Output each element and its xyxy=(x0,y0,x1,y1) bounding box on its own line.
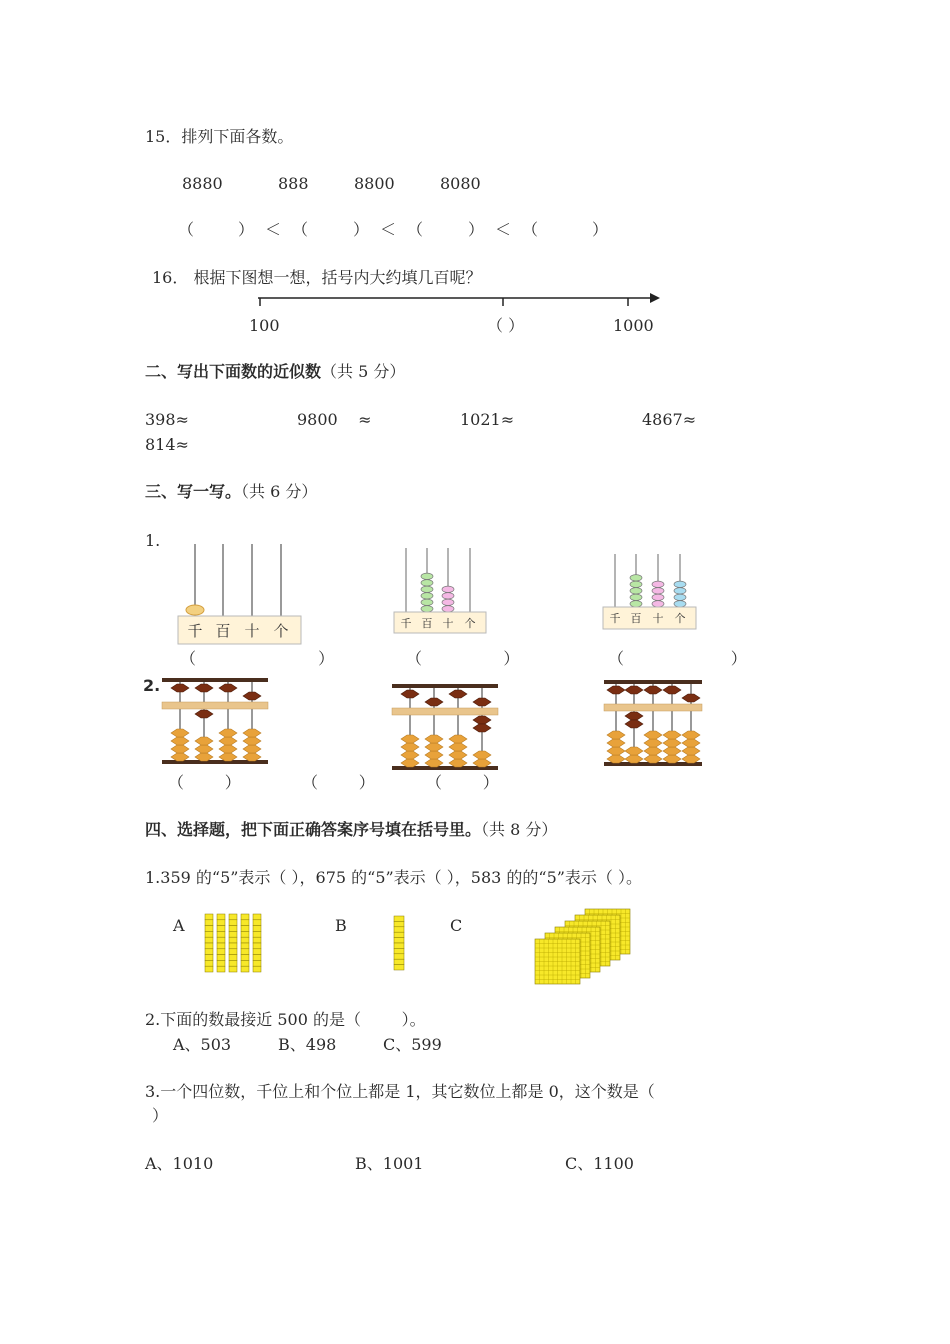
q15-number-4: 8080 xyxy=(440,174,481,193)
abacus-bead xyxy=(644,747,662,755)
abacus-bead xyxy=(473,759,491,767)
abacus-bead xyxy=(449,690,467,698)
bead xyxy=(630,601,642,607)
abacus-bead xyxy=(625,712,643,720)
abacus-bead xyxy=(243,753,261,761)
abacus-bead xyxy=(243,729,261,737)
q2-option-c[interactable]: C、599 xyxy=(383,1035,442,1054)
section4-points: （共 8 分） xyxy=(481,820,558,839)
abacus-bead xyxy=(449,743,467,751)
abacus-bead xyxy=(449,759,467,767)
bead xyxy=(442,606,454,612)
abacus-bead xyxy=(682,739,700,747)
bead xyxy=(421,586,433,592)
q16-title: 16． 根据下图想一想，括号内大约填几百呢？ xyxy=(152,268,482,287)
abacus-bead xyxy=(607,686,625,694)
abacus-1 xyxy=(162,676,270,766)
bead xyxy=(652,581,664,587)
abacus-bead xyxy=(625,747,643,755)
section2-heading-text: 二、写出下面数的近似数 xyxy=(145,362,322,381)
q15-number-1: 8880 xyxy=(182,174,223,193)
answer-blank[interactable]: （ ） xyxy=(302,773,375,792)
abacus-bead xyxy=(243,692,261,700)
section2-points: （共 5 分） xyxy=(321,362,406,381)
abacus-bead xyxy=(625,720,643,728)
approx-item-3[interactable]: 1021≈ xyxy=(460,410,515,429)
bead xyxy=(674,601,686,607)
abacus-bead xyxy=(401,743,419,751)
bead xyxy=(186,605,204,615)
bead xyxy=(630,581,642,587)
answer-blank[interactable]: （ ） xyxy=(168,773,241,792)
abacus-bead xyxy=(663,731,681,739)
abacus-bead xyxy=(219,753,237,761)
section2-heading xyxy=(145,362,405,382)
place-label: 十 xyxy=(652,612,664,625)
abacus-bead xyxy=(473,751,491,759)
abacus-bead xyxy=(663,686,681,694)
q2-option-a[interactable]: A、503 xyxy=(173,1035,232,1054)
number-line-arrow xyxy=(650,293,660,303)
place-label: 百 xyxy=(215,622,231,640)
counter-abacus-3 xyxy=(600,552,700,637)
number-line-blank[interactable]: （ ） xyxy=(487,316,525,335)
abacus-bead xyxy=(644,686,662,694)
abacus-bead xyxy=(625,755,643,763)
place-label: 个 xyxy=(273,622,289,640)
section4-heading xyxy=(145,820,557,840)
paren-close[interactable]: ） xyxy=(468,220,485,239)
abacus-bead xyxy=(425,698,443,706)
paren-open: （ xyxy=(178,220,195,239)
bead xyxy=(442,599,454,605)
bead xyxy=(421,573,433,579)
option-a-label: A xyxy=(173,916,185,935)
abacus-bead xyxy=(171,684,189,692)
q15-number-3: 8800 xyxy=(354,174,395,193)
single-rod-figure xyxy=(390,914,410,972)
q15-title: 15．排列下面各数。 xyxy=(145,127,294,146)
bead xyxy=(674,588,686,594)
place-label: 个 xyxy=(674,612,686,625)
section3-points: （共 6 分） xyxy=(241,482,318,501)
paren-close[interactable]: ） xyxy=(353,220,370,239)
bead xyxy=(674,594,686,600)
paren-close[interactable]: ） xyxy=(238,220,255,239)
abacus-bead xyxy=(171,753,189,761)
place-label: 十 xyxy=(442,617,454,630)
paren-open: （ xyxy=(407,220,424,239)
q3-option-b[interactable]: B、1001 xyxy=(355,1154,424,1173)
abacus-bead xyxy=(682,747,700,755)
abacus-bead xyxy=(473,698,491,706)
approx-item-2[interactable]: 9800 ≈ xyxy=(297,410,372,429)
abacus-bead xyxy=(195,753,213,761)
place-label: 千 xyxy=(609,612,621,625)
less-than-sign: ＜ xyxy=(265,220,282,239)
abacus-bead xyxy=(195,710,213,718)
abacus-bead xyxy=(171,729,189,737)
number-line-label-end: 1000 xyxy=(613,316,654,335)
q2-option-b[interactable]: B、498 xyxy=(278,1035,337,1054)
abacus-bead xyxy=(663,747,681,755)
abacus-bead xyxy=(195,745,213,753)
abacus-bead xyxy=(401,759,419,767)
option-c-label: C xyxy=(450,916,463,935)
q3-option-c[interactable]: C、1100 xyxy=(565,1154,634,1173)
abacus-bead xyxy=(682,755,700,763)
place-label: 千 xyxy=(400,617,412,630)
number-line xyxy=(250,288,670,312)
section4-q2: 2.下面的数最接近 500 的是（ ）。 xyxy=(145,1010,426,1029)
abacus-bead xyxy=(682,731,700,739)
abacus-bead xyxy=(473,724,491,732)
abacus-bead xyxy=(644,731,662,739)
bead xyxy=(652,601,664,607)
bead xyxy=(442,586,454,592)
bead xyxy=(652,588,664,594)
bead xyxy=(630,588,642,594)
abacus-bead xyxy=(449,735,467,743)
less-than-sign: ＜ xyxy=(380,220,397,239)
approx-item-4[interactable]: 4867≈ xyxy=(642,410,697,429)
number-line-label-start: 100 xyxy=(249,316,280,335)
bead xyxy=(630,575,642,581)
answer-blank[interactable]: （ ） xyxy=(608,649,747,668)
abacus-bead xyxy=(195,737,213,745)
less-than-sign: ＜ xyxy=(495,220,512,239)
abacus-bead xyxy=(607,755,625,763)
bead xyxy=(421,580,433,586)
paren-close[interactable]: ） xyxy=(592,220,609,239)
section4-q3-line2[interactable]: ） xyxy=(152,1106,169,1125)
abacus-bead xyxy=(663,739,681,747)
place-label: 个 xyxy=(464,617,476,630)
bead xyxy=(652,594,664,600)
section4-heading-text: 四、选择题，把下面正确答案序号填在括号里。 xyxy=(145,820,482,839)
abacus-bead xyxy=(625,686,643,694)
abacus-bead xyxy=(219,729,237,737)
bead xyxy=(630,594,642,600)
abacus-bead xyxy=(449,751,467,759)
abacus-bead xyxy=(644,755,662,763)
abacus-bead xyxy=(425,759,443,767)
answer-blank[interactable]: （ ） xyxy=(406,649,520,668)
place-label: 千 xyxy=(187,622,203,640)
section3-heading-text: 三、写一写。 xyxy=(145,482,242,501)
abacus-bead xyxy=(401,690,419,698)
abacus-bead xyxy=(607,739,625,747)
abacus-bead xyxy=(425,751,443,759)
abacus-2 xyxy=(392,682,500,772)
approx-item-1[interactable]: 398≈ xyxy=(145,410,189,429)
abacus-bead xyxy=(401,751,419,759)
bead xyxy=(421,606,433,612)
abacus-bead xyxy=(219,684,237,692)
section3-part1-label: 1. xyxy=(145,531,161,550)
abacus-bead xyxy=(243,745,261,753)
abacus-bead xyxy=(171,737,189,745)
tens-rods-figure xyxy=(203,912,273,974)
bead xyxy=(442,593,454,599)
abacus-bead xyxy=(425,743,443,751)
abacus-bead xyxy=(243,737,261,745)
counter-abacus-2 xyxy=(392,546,492,636)
abacus-bead xyxy=(401,735,419,743)
answer-blank[interactable]: （ ） xyxy=(180,649,335,668)
abacus-bead xyxy=(682,694,700,702)
hundred-flats-figure xyxy=(535,905,635,985)
place-label: 百 xyxy=(421,617,433,630)
section3-heading xyxy=(145,482,317,502)
place-label: 百 xyxy=(630,612,642,625)
abacus-bead xyxy=(607,731,625,739)
abacus-3 xyxy=(604,678,704,768)
counter-abacus-1 xyxy=(175,542,305,647)
abacus-bead xyxy=(663,755,681,763)
answer-blank[interactable]: （ ） xyxy=(426,773,499,792)
paren-open: （ xyxy=(292,220,309,239)
section4-q3-line1: 3.一个四位数，千位上和个位上都是 1，其它数位上都是 0，这个数是（ xyxy=(145,1082,655,1101)
bead xyxy=(421,593,433,599)
q3-option-a[interactable]: A、1010 xyxy=(145,1154,214,1173)
abacus-bead xyxy=(219,745,237,753)
option-b-label: B xyxy=(335,916,347,935)
section3-part2-label: 2. xyxy=(143,676,161,695)
bead xyxy=(421,599,433,605)
place-label: 十 xyxy=(244,622,260,640)
abacus-bead xyxy=(644,739,662,747)
paren-open: （ xyxy=(522,220,539,239)
q15-number-2: 888 xyxy=(278,174,309,193)
abacus-bead xyxy=(607,747,625,755)
abacus-bead xyxy=(219,737,237,745)
approx-item-5[interactable]: 814≈ xyxy=(145,435,189,454)
abacus-bead xyxy=(425,735,443,743)
bead xyxy=(674,581,686,587)
abacus-bead xyxy=(171,745,189,753)
section4-q1: 1.359 的“5”表示（ ），675 的“5”表示（ ），583 的的“5”表示（ ）。 xyxy=(145,868,643,887)
abacus-bead xyxy=(195,684,213,692)
abacus-bead xyxy=(473,716,491,724)
